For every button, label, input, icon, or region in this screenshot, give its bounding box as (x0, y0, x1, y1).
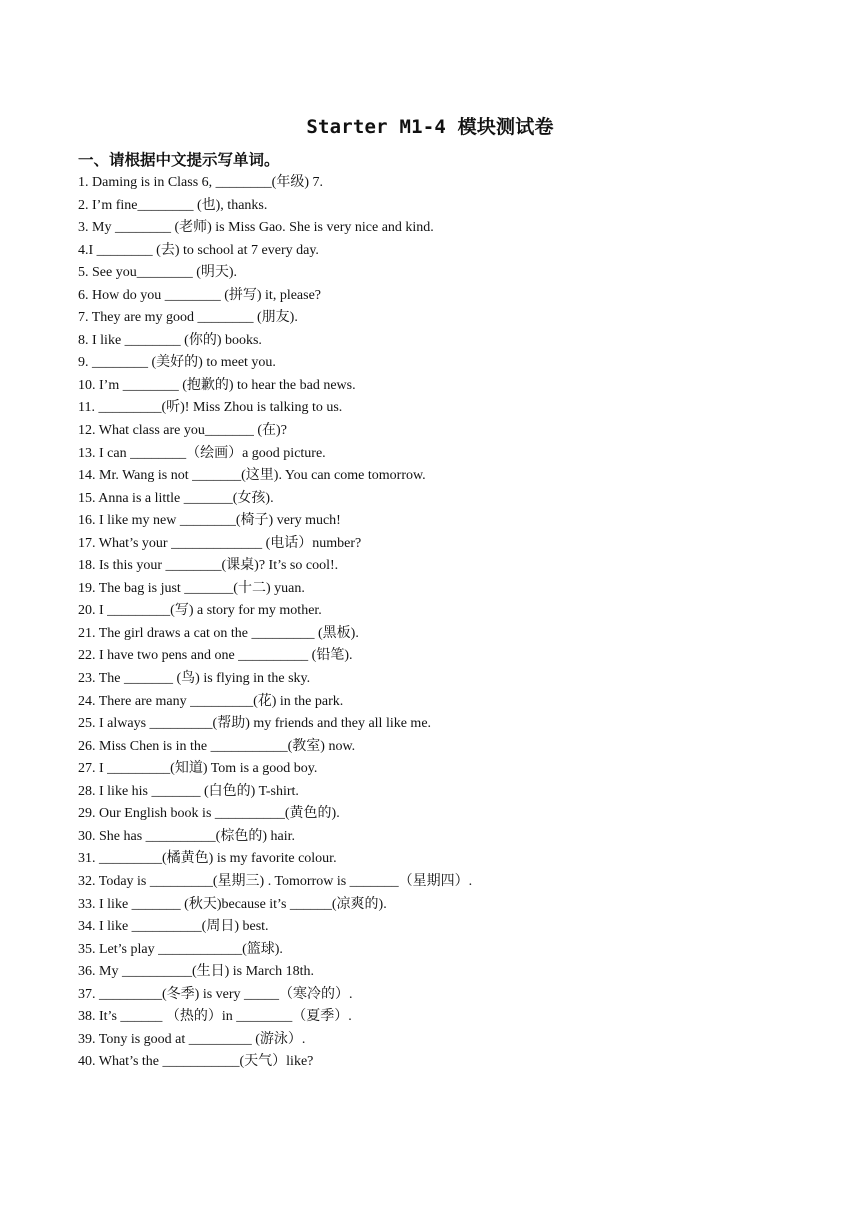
question-item: 28. I like his _______ (白色的) T-shirt. (78, 783, 299, 799)
question-item: 37. _________(冬季) is very _____（寒冷的）. (78, 986, 353, 1002)
question-item: 31. _________(橘黄色) is my favorite colour. (78, 851, 337, 867)
section-heading: 一、请根据中文提示写单词。 (78, 151, 280, 169)
question-item: 2. I’m fine________ (也), thanks. (78, 197, 268, 213)
question-item: 13. I can ________（绘画）a good picture. (78, 445, 326, 461)
question-item: 17. What’s your _____________ (电话）number? (78, 535, 362, 551)
question-item: 12. What class are you_______ (在)? (78, 423, 287, 439)
question-item: 18. Is this your ________(课桌)? It’s so cool!. (78, 558, 339, 574)
question-item: 14. Mr. Wang is not _______(这里). You can come tomorrow. (78, 468, 426, 484)
question-item: 27. I _________(知道) Tom is a good boy. (78, 761, 318, 777)
question-item: 15. Anna is a little _______(女孩). (78, 490, 274, 506)
question-item: 7. They are my good ________ (朋友). (78, 310, 298, 326)
question-item: 6. How do you ________ (拼写) it, please? (78, 287, 322, 303)
question-item: 25. I always _________(帮助) my friends and they all like me. (78, 716, 432, 732)
question-item: 35. Let’s play ____________(篮球). (78, 941, 283, 957)
question-item: 34. I like __________(周日) best. (78, 919, 269, 935)
question-item: 36. My __________(生日) is March 18th. (78, 964, 315, 980)
question-item: 9. ________ (美好的) to meet you. (78, 355, 276, 371)
question-item: 3. My ________ (老师) is Miss Gao. She is very nice and kind. (78, 220, 434, 236)
question-item: 11. _________(听)! Miss Zhou is talking to us. (78, 400, 343, 416)
question-item: 29. Our English book is __________(黄色的). (78, 806, 340, 822)
question-item: 40. What’s the ___________(天气）like? (78, 1054, 314, 1070)
question-item: 20. I _________(写) a story for my mother. (78, 603, 322, 619)
page-title: Starter M1-4 模块测试卷 (306, 116, 554, 138)
question-item: 21. The girl draws a cat on the _________ (黑板). (78, 625, 359, 641)
question-item: 23. The _______ (鸟) is flying in the sky. (78, 671, 311, 687)
question-item: 32. Today is _________(星期三) . Tomorrow is _______（星期四）. (78, 873, 473, 889)
question-item: 4.I ________ (去) to school at 7 every day. (78, 242, 319, 258)
question-item: 26. Miss Chen is in the ___________(教室) now. (78, 738, 356, 754)
question-item: 30. She has __________(棕色的) hair. (78, 828, 295, 844)
question-item: 22. I have two pens and one __________ (铅笔). (78, 648, 353, 664)
question-item: 5. See you________ (明天). (78, 265, 238, 281)
question-item: 39. Tony is good at _________ (游泳）. (78, 1031, 306, 1047)
question-item: 33. I like _______ (秋天)because it’s ______(凉爽的). (78, 896, 387, 912)
question-item: 38. It’s ______ （热的）in ________（夏季）. (78, 1009, 352, 1025)
question-item: 24. There are many _________(花) in the park. (78, 693, 344, 709)
question-item: 19. The bag is just _______(十二) yuan. (78, 580, 305, 596)
question-item: 10. I’m ________ (抱歉的) to hear the bad news. (78, 377, 356, 393)
question-list (78, 172, 798, 1074)
question-item: 1. Daming is in Class 6, ________(年级) 7. (78, 175, 323, 190)
question-item: 16. I like my new ________(椅子) very much! (78, 513, 341, 529)
question-item: 8. I like ________ (你的) books. (78, 332, 262, 348)
